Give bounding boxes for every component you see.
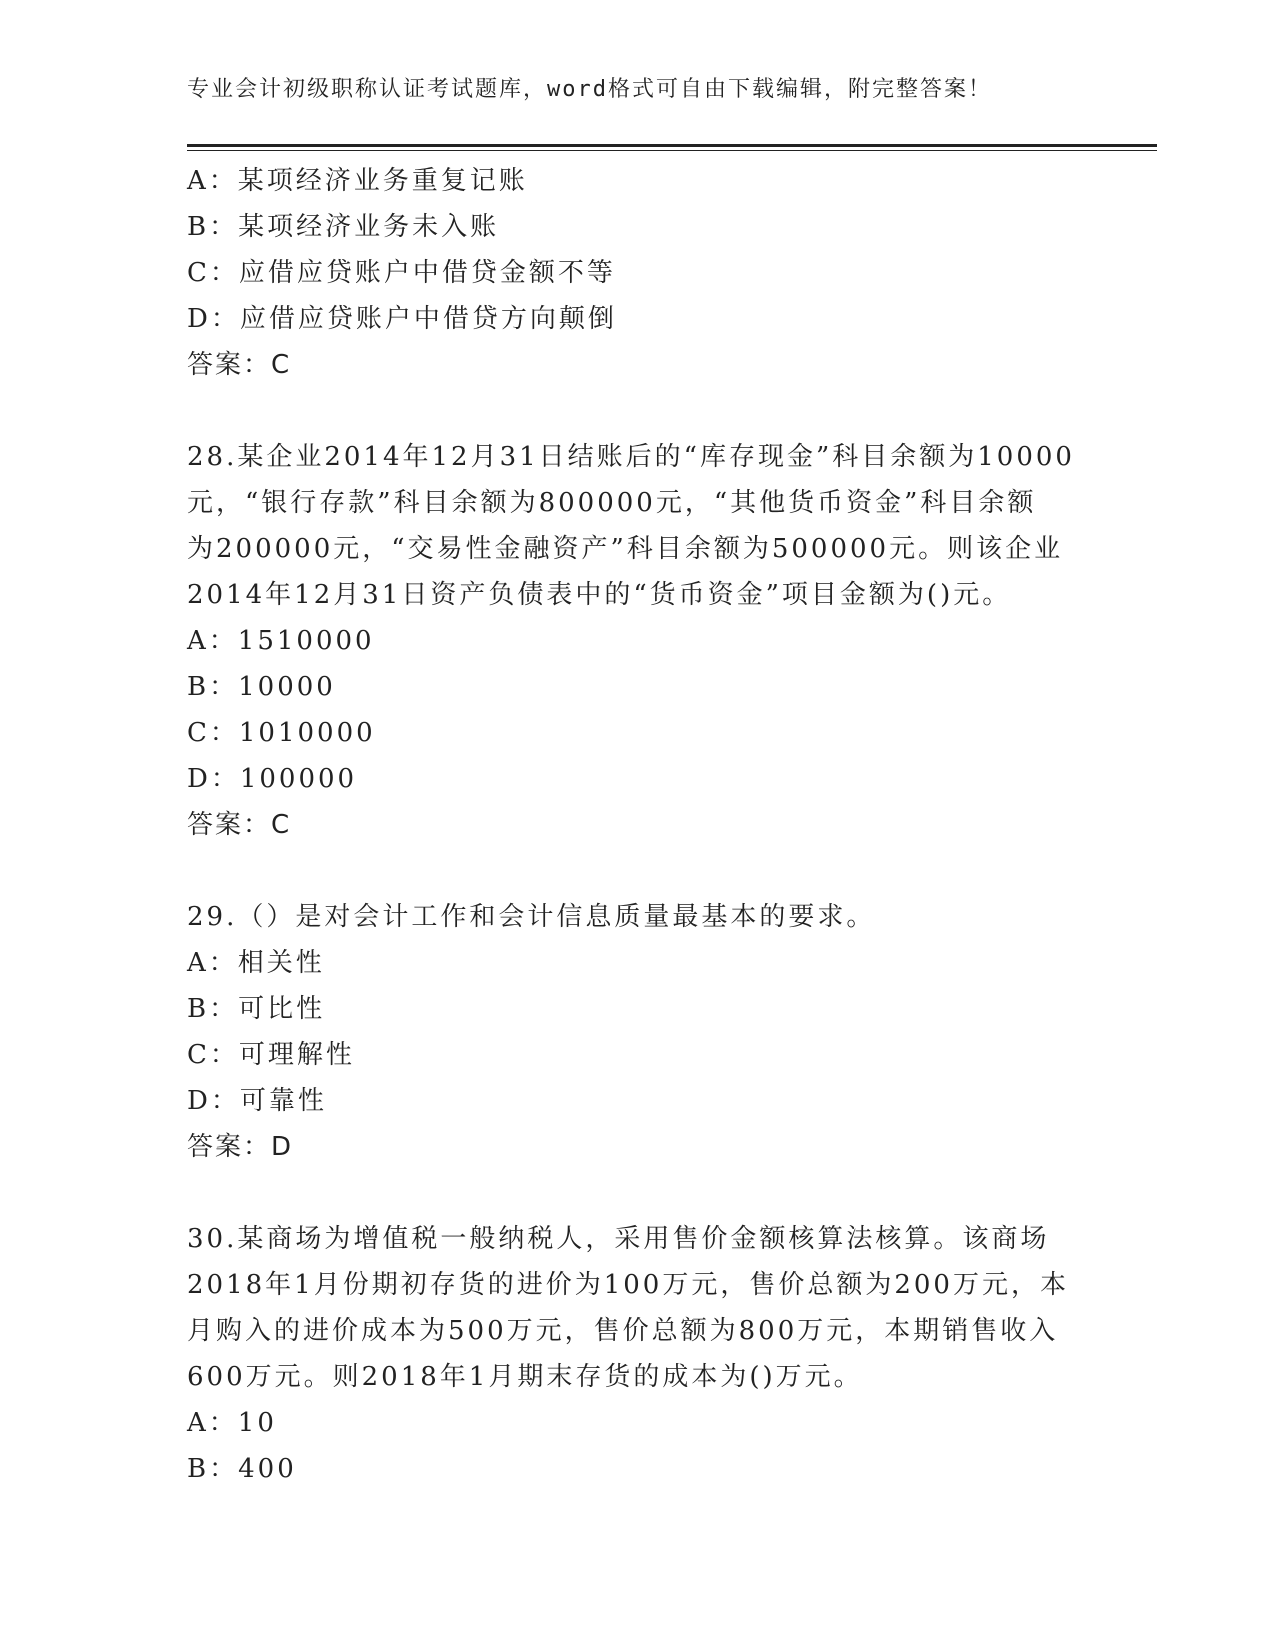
option-c: C：1010000 [187,718,376,748]
answer: 答案：D [187,1132,294,1162]
question-29 [187,894,1087,1170]
question-list [187,158,1087,1492]
question-stem-line: 2014年12月31日资产负债表中的“货币资金”项目金额为()元。 [187,580,1012,610]
option-b: B：400 [187,1454,297,1484]
question-stem-line: 30.某商场为增值税一般纳税人，采用售价金额核算法核算。该商场 [187,1224,1050,1254]
question-stem-line: 月购入的进价成本为500万元，售价总额为800万元，本期销售收入 [187,1316,1059,1346]
option-a: A：相关性 [187,948,325,978]
question-stem-line: 28.某企业2014年12月31日结账后的“库存现金”科目余额为10000 [187,442,1075,472]
option-d: D：可靠性 [187,1086,327,1116]
question-28 [187,434,1087,848]
option-c: C：应借应贷账户中借贷金额不等 [187,258,616,288]
question-stem-line: 元，“银行存款”科目余额为800000元，“其他货币资金”科目余额 [187,488,1037,518]
header-rule-thick [187,144,1157,147]
spacer [187,1170,1087,1216]
option-d: D：应借应贷账户中借贷方向颠倒 [187,304,617,334]
question-27-tail [187,158,1087,388]
option-b: B：可比性 [187,994,326,1024]
option-b: B：某项经济业务未入账 [187,212,500,242]
option-a: A：10 [187,1408,277,1438]
answer: 答案：C [187,350,292,380]
question-stem-line: 600万元。则2018年1月期末存货的成本为()万元。 [187,1362,863,1392]
header-rule-thin [187,150,1157,151]
page-header: 专业会计初级职称认证考试题库，word格式可自由下载编辑，附完整答案！ [187,77,992,102]
option-a: A：某项经济业务重复记账 [187,166,528,196]
spacer [187,388,1087,434]
spacer [187,848,1087,894]
option-c: C：可理解性 [187,1040,355,1070]
question-stem-line: 29.（）是对会计工作和会计信息质量最基本的要求。 [187,902,876,932]
answer: 答案：C [187,810,292,840]
question-stem-line: 2018年1月份期初存货的进价为100万元，售价总额为200万元，本 [187,1270,1069,1300]
question-30 [187,1216,1087,1492]
option-b: B：10000 [187,672,336,702]
option-a: A：1510000 [187,626,375,656]
question-stem-line: 为200000元，“交易性金融资产”科目余额为500000元。则该企业 [187,534,1064,564]
option-d: D：100000 [187,764,358,794]
